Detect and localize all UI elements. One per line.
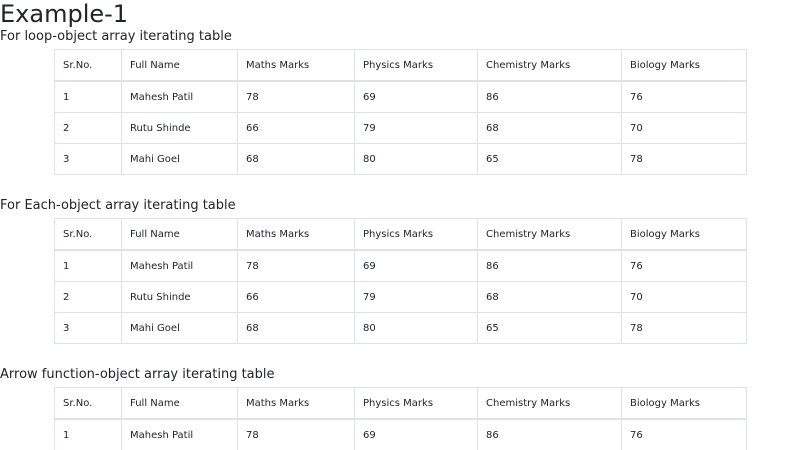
column-header-maths-marks: Maths Marks bbox=[238, 50, 355, 82]
column-header-chemistry-marks: Chemistry Marks bbox=[478, 219, 622, 251]
cell-chemistry-marks: 86 bbox=[478, 419, 622, 450]
cell-biology-marks: 76 bbox=[622, 419, 747, 450]
marks-table-for-loop bbox=[54, 49, 747, 175]
cell-maths-marks: 68 bbox=[238, 313, 355, 344]
section-title-arrow-function: Arrow function-object array iterating table bbox=[0, 367, 275, 382]
cell-maths-marks: 66 bbox=[238, 282, 355, 313]
table-row bbox=[55, 250, 747, 282]
column-header-physics-marks: Physics Marks bbox=[355, 219, 478, 251]
column-header-biology-marks: Biology Marks bbox=[622, 219, 747, 251]
cell-chemistry-marks: 65 bbox=[478, 313, 622, 344]
cell-maths-marks: 78 bbox=[238, 419, 355, 450]
cell-maths-marks: 78 bbox=[238, 250, 355, 282]
cell-full-name: Mahi Goel bbox=[122, 144, 238, 175]
table-header-row bbox=[55, 219, 747, 251]
column-header-full-name: Full Name bbox=[122, 219, 238, 251]
cell-sr-no: 1 bbox=[55, 81, 122, 113]
cell-physics-marks: 69 bbox=[355, 419, 478, 450]
cell-chemistry-marks: 65 bbox=[478, 144, 622, 175]
cell-full-name: Rutu Shinde bbox=[122, 113, 238, 144]
cell-sr-no: 1 bbox=[55, 419, 122, 450]
column-header-physics-marks: Physics Marks bbox=[355, 388, 478, 420]
column-header-sr-no: Sr.No. bbox=[55, 50, 122, 82]
cell-chemistry-marks: 68 bbox=[478, 113, 622, 144]
column-header-chemistry-marks: Chemistry Marks bbox=[478, 50, 622, 82]
section-title-for-loop: For loop-object array iterating table bbox=[0, 29, 232, 44]
column-header-sr-no: Sr.No. bbox=[55, 219, 122, 251]
cell-chemistry-marks: 86 bbox=[478, 250, 622, 282]
column-header-full-name: Full Name bbox=[122, 50, 238, 82]
cell-biology-marks: 78 bbox=[622, 313, 747, 344]
cell-physics-marks: 80 bbox=[355, 313, 478, 344]
cell-sr-no: 3 bbox=[55, 313, 122, 344]
column-header-chemistry-marks: Chemistry Marks bbox=[478, 388, 622, 420]
column-header-biology-marks: Biology Marks bbox=[622, 388, 747, 420]
table-header-row bbox=[55, 50, 747, 82]
cell-full-name: Mahesh Patil bbox=[122, 250, 238, 282]
cell-physics-marks: 79 bbox=[355, 282, 478, 313]
table-row bbox=[55, 81, 747, 113]
cell-biology-marks: 78 bbox=[622, 144, 747, 175]
column-header-full-name: Full Name bbox=[122, 388, 238, 420]
cell-physics-marks: 69 bbox=[355, 81, 478, 113]
cell-biology-marks: 76 bbox=[622, 81, 747, 113]
page-title: Example-1 bbox=[0, 0, 129, 28]
column-header-biology-marks: Biology Marks bbox=[622, 50, 747, 82]
cell-maths-marks: 68 bbox=[238, 144, 355, 175]
cell-sr-no: 3 bbox=[55, 144, 122, 175]
table-header-row bbox=[55, 388, 747, 420]
column-header-maths-marks: Maths Marks bbox=[238, 388, 355, 420]
table-row bbox=[55, 113, 747, 144]
table-row bbox=[55, 419, 747, 450]
cell-chemistry-marks: 68 bbox=[478, 282, 622, 313]
table-row bbox=[55, 282, 747, 313]
cell-sr-no: 1 bbox=[55, 250, 122, 282]
cell-biology-marks: 70 bbox=[622, 282, 747, 313]
cell-physics-marks: 79 bbox=[355, 113, 478, 144]
marks-table-arrow-function bbox=[54, 387, 747, 450]
cell-full-name: Rutu Shinde bbox=[122, 282, 238, 313]
cell-full-name: Mahi Goel bbox=[122, 313, 238, 344]
cell-sr-no: 2 bbox=[55, 282, 122, 313]
cell-chemistry-marks: 86 bbox=[478, 81, 622, 113]
cell-physics-marks: 69 bbox=[355, 250, 478, 282]
cell-biology-marks: 76 bbox=[622, 250, 747, 282]
cell-full-name: Mahesh Patil bbox=[122, 81, 238, 113]
cell-biology-marks: 70 bbox=[622, 113, 747, 144]
cell-full-name: Mahesh Patil bbox=[122, 419, 238, 450]
cell-maths-marks: 78 bbox=[238, 81, 355, 113]
marks-table-for-each bbox=[54, 218, 747, 344]
column-header-maths-marks: Maths Marks bbox=[238, 219, 355, 251]
section-title-for-each: For Each-object array iterating table bbox=[0, 198, 236, 213]
table-row bbox=[55, 144, 747, 175]
cell-maths-marks: 66 bbox=[238, 113, 355, 144]
cell-sr-no: 2 bbox=[55, 113, 122, 144]
cell-physics-marks: 80 bbox=[355, 144, 478, 175]
column-header-sr-no: Sr.No. bbox=[55, 388, 122, 420]
column-header-physics-marks: Physics Marks bbox=[355, 50, 478, 82]
table-row bbox=[55, 313, 747, 344]
